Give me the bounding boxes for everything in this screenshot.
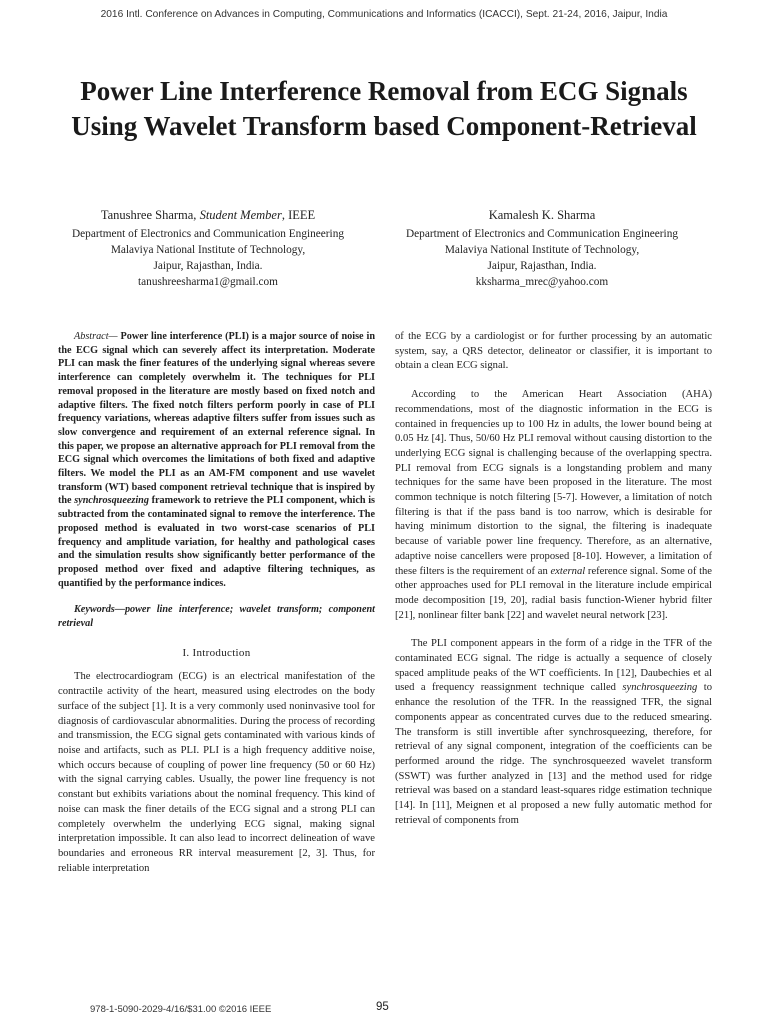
author-dept-1: Department of Electronics and Communication Engineering [72, 228, 344, 240]
author-name-2: Kamalesh K. Sharma [488, 208, 596, 222]
body-paragraph-3: The PLI component appears in the form of a ridge in the TFR of the contaminated ECG signal. The ridge is actually a sequence of closely spaced amplitude peaks of the WT coefficients. In [12], Daubechies et al used a frequency reassignment technique called synchrosqueezing to enhance the resolution of the TFR. In the reassigned TFR, the signal components appear as concentrated curves due to the reduced smearing. The transform is still invertible after synchrosqueezing, therefore, for retrieval of any signal component, integration of the coefficients can be performed around the ridge. The synchrosqueezed wavelet transform (SSWT) was further analyzed in [13] and the method used for ridge retrieval was based on a standard least-squares ridge estimation technique [14]. In [11], Meignen et al proposed a new fully automatic method for retrieval of components from [395, 638, 712, 826]
author-city-2: Jaipur, Rajasthan, India. [487, 260, 597, 272]
paper-title: Power Line Interference Removal from ECG Signals Using Wavelet Transform based Component-Retrieval [71, 76, 697, 141]
author-institute-2: Malaviya National Institute of Technology, [444, 244, 640, 256]
author-name-1: Tanushree Sharma, Student Member, IEEE [100, 208, 316, 222]
isbn-footer: 978-1-5090-2029-4/16/$31.00 ©2016 IEEE [90, 1004, 272, 1015]
author-institute-1: Malaviya National Institute of Technology, [110, 244, 306, 256]
conference-header: 2016 Intl. Conference on Advances in Computing, Communications and Informatics (ICACCI), Sept. 21-24, 2016, Jaipur, India [100, 9, 668, 20]
intro-paragraph: The electrocardiogram (ECG) is an electrical manifestation of the contractile activity of the heart, measured using electrodes on the body surface of the subject [1]. It is a very commonly used noninvasive tool for diagnosis of cardiovascular abnormalities. During the process of recording and transmission, the ECG signal gets contaminated with various kinds of noise and artifacts, such as PLI. PLI is a high frequency additive noise, which occurs because of coupling of power line frequency (50 or 60 Hz) with the signal carrying cables. Usually, the power line frequency is not constant but exhibits variations about the nominal frequency. This kind of noise can mask the finer details of the ECG signal and a strong PLI can completely overwhelm the underlying ECG signal, making signal interpretation impossible. It can also lead to incorrect delineation of wave boundaries and erroneous RR interval measurement [2, 3]. Thus, for reliable interpretation [58, 671, 375, 874]
abstract-lead: Abstract— [74, 331, 118, 342]
keywords: Keywords—power line interference; wavelet transform; component retrieval [58, 604, 375, 630]
left-column [58, 330, 375, 876]
author-email-1: tanushreesharma1@gmail.com [138, 276, 278, 288]
abstract: Abstract— Power line interference (PLI) is a major source of noise in the ECG signal which can severely affect its interpretation. Moderate PLI can mask the finer features of the underlying signal whereas severe interference can completely overwhelm it. The techniques for PLI removal proposed in the literature are mostly based on fixed notch and adaptive filters. The fixed notch filters perform poorly in case of PLI frequency variations, whereas adaptive filters suffer from issues such as slow convergence and requirement of an external reference signal. In this paper, we propose an alternative approach for PLI removal from the ECG signal which overcomes the limitations of both fixed and adaptive filters. We model the PLI as an AM-FM component and use wavelet transform (WT) based component retrieval technique that is inspired by the synchrosqueezing framework to retrieve the PLI component, which is subtracted from the contaminated signal to remove the interference. The proposed method is evaluated in two worst-case scenarios of PLI frequency and amplitude variation, for healthy and pathological cases and the simulation results show significantly better performance of the proposed method over fixed and adaptive filtering techniques, as quantified by the performance indices. [58, 331, 375, 589]
section-heading: I. Introduction [182, 646, 251, 659]
author-city-1: Jaipur, Rajasthan, India. [153, 260, 263, 272]
right-column [395, 330, 712, 829]
body-paragraph-2: According to the American Heart Association (AHA) recommendations, most of the diagnostic information in the ECG is contained in frequencies up to 100 Hz in adults, the lower bound being at 0.05 Hz [4]. Thus, 50/60 Hz PLI removal without causing distortion to the underlying ECG signal is challenging because of the overlapping spectra. PLI removal from ECG signals is a longstanding problem and many techniques for the same have been proposed in the literature. The most common technique is notch filtering [5-7]. However, a limitation of notch filtering is that if the pass band is too narrow, which is desirable for having minimum distortion to the signal, the filtering is inadequate because of variable power line frequency. Therefore, as an alternative, adaptive noise cancellers were proposed [8-10]. However, a limitation of these filters is the requirement of an external reference signal. Some of the other approaches used for PLI removal in the literature include empirical mode decomposition [19, 20], radial basis function-Wiener hybrid filter [21], nonlinear filter bank [22] and wavelet neural network [23]. [395, 389, 713, 621]
author-block-1 [58, 207, 358, 290]
author-block-2 [392, 207, 692, 290]
page-number: 95 [376, 1001, 389, 1013]
author-dept-2: Department of Electronics and Communication Engineering [406, 228, 678, 240]
author-email-2: kksharma_mrec@yahoo.com [475, 276, 609, 288]
body-paragraph-1: of the ECG by a cardiologist or for further processing by an automatic system, say, a QRS detector, delineator or classifier, it is important to obtain a clean ECG signal. [395, 331, 712, 372]
